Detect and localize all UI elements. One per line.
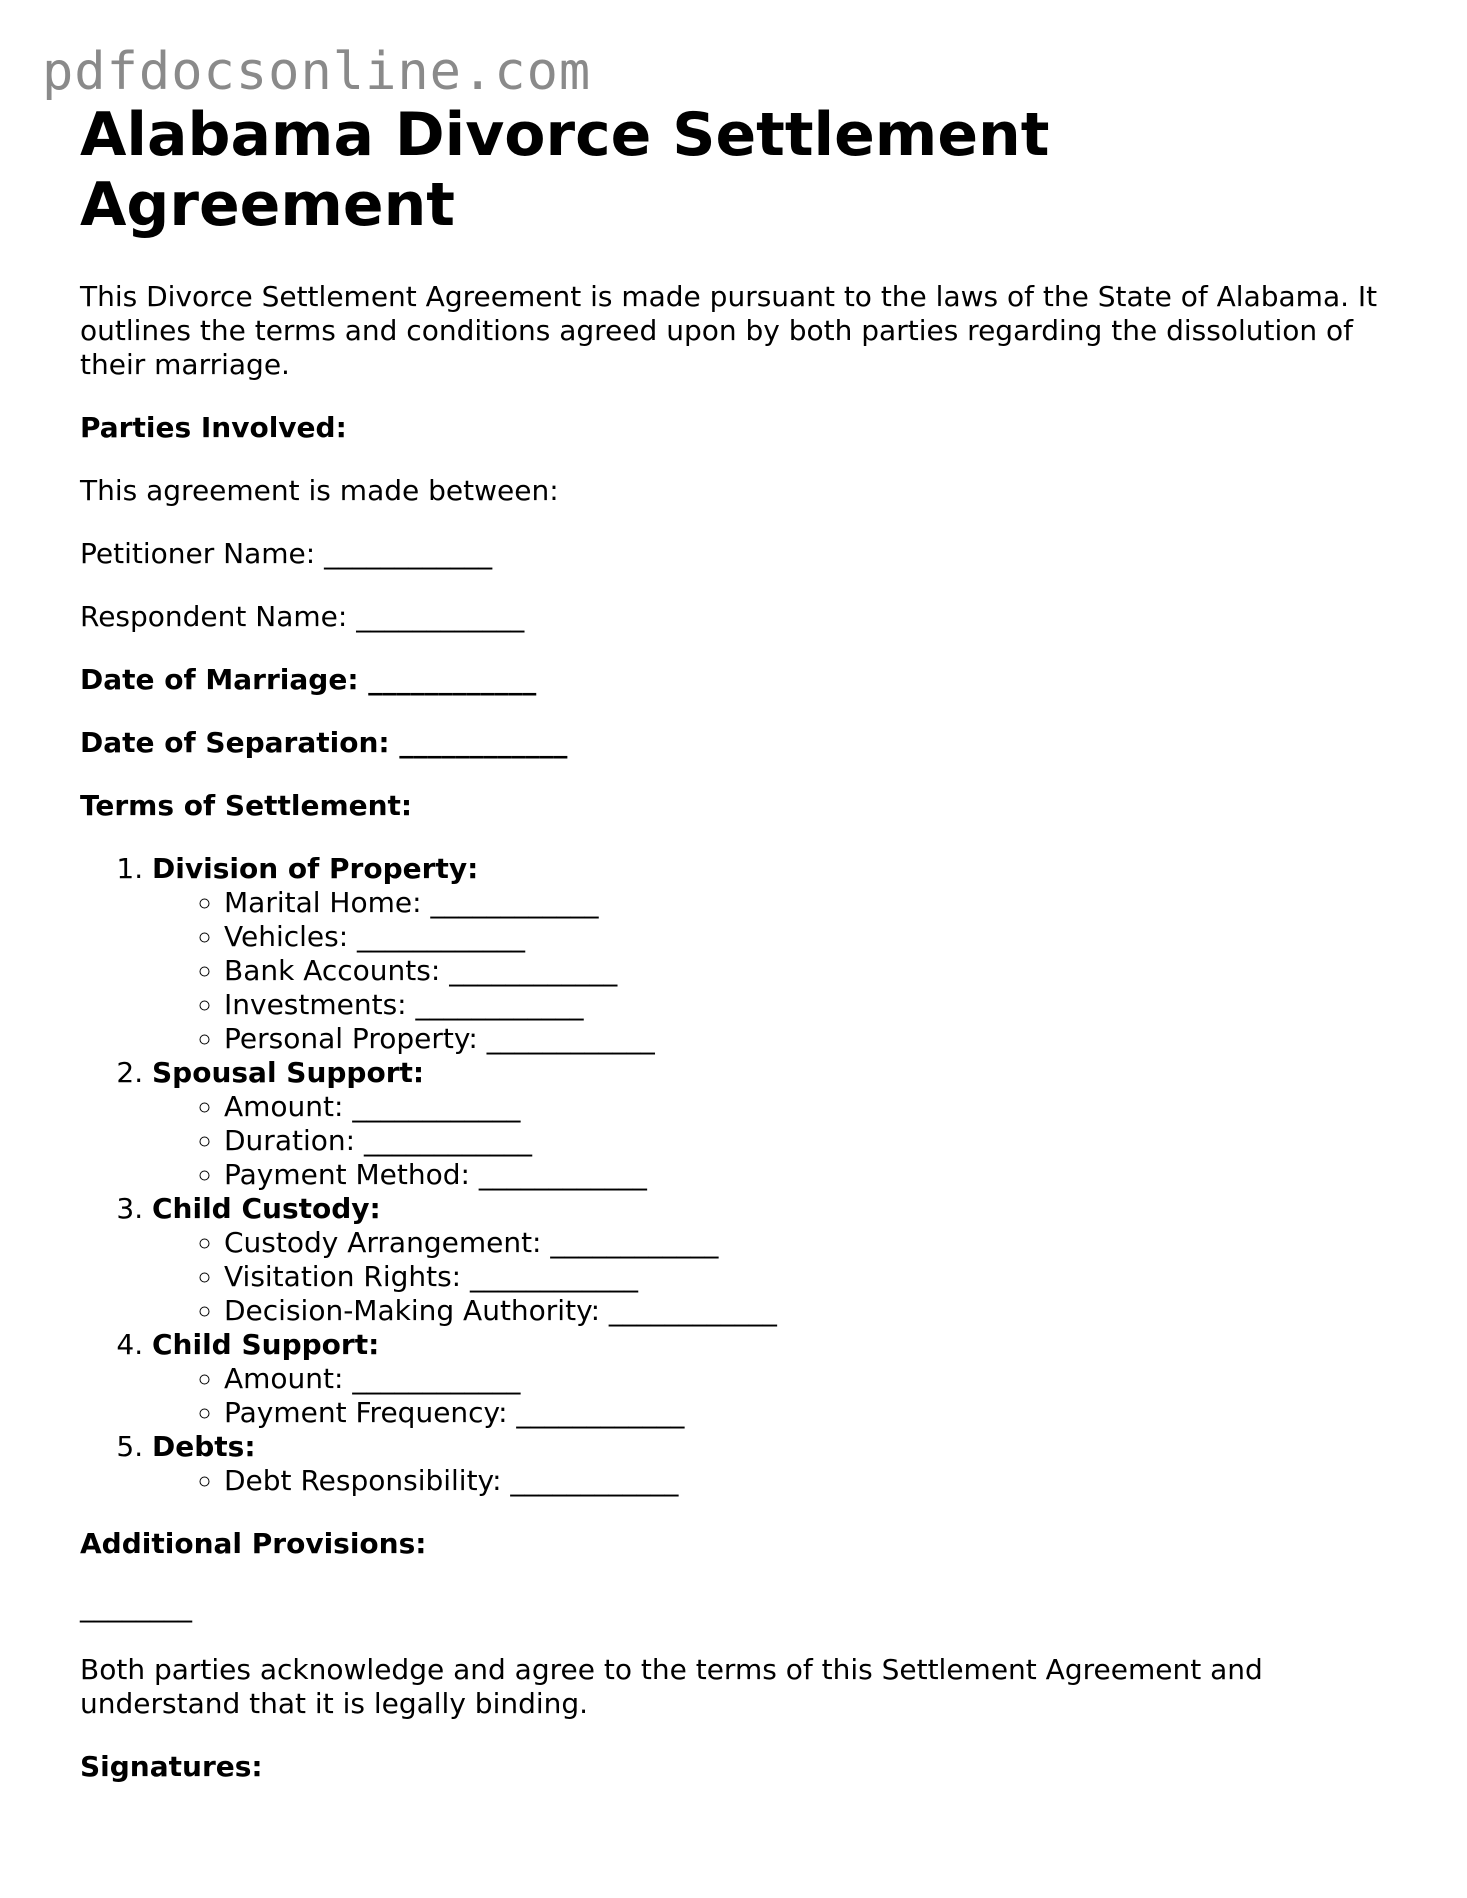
vehicles-field[interactable]: ◦ Vehicles: ____________ bbox=[224, 920, 1420, 954]
debt-responsibility-field[interactable]: ◦ Debt Responsibility: ____________ bbox=[224, 1464, 1420, 1498]
terms-list bbox=[80, 852, 1420, 1498]
document-title: Alabama Divorce Settlement Agreement bbox=[80, 100, 1050, 240]
spousal-duration-field[interactable]: ◦ Duration: ____________ bbox=[224, 1124, 1420, 1158]
watermark-logo: pdfdocsonline.com bbox=[42, 42, 592, 102]
term-label: Child Custody: bbox=[152, 1192, 381, 1225]
bank-accounts-field[interactable]: ◦ Bank Accounts: ____________ bbox=[224, 954, 1420, 988]
term-label: Spousal Support: bbox=[152, 1056, 425, 1089]
payment-frequency-field[interactable]: ◦ Payment Frequency: ____________ bbox=[224, 1396, 1420, 1430]
term-sublist bbox=[152, 1362, 1420, 1430]
child-support-amount-field[interactable]: ◦ Amount: ____________ bbox=[224, 1362, 1420, 1396]
signatures-heading: Signatures: bbox=[80, 1750, 263, 1783]
term-label: Division of Property: bbox=[152, 852, 479, 885]
terms-heading: Terms of Settlement: bbox=[80, 789, 413, 822]
personal-property-field[interactable]: ◦ Personal Property: ____________ bbox=[224, 1022, 1420, 1056]
date-of-marriage-field[interactable]: Date of Marriage: ____________ bbox=[80, 663, 537, 696]
term-item-division-of-property bbox=[152, 852, 1420, 1056]
spousal-amount-field[interactable]: ◦ Amount: ____________ bbox=[224, 1090, 1420, 1124]
date-of-separation-field[interactable]: Date of Separation: ____________ bbox=[80, 726, 568, 759]
term-label: Child Support: bbox=[152, 1328, 380, 1361]
visitation-rights-field[interactable]: ◦ Visitation Rights: ____________ bbox=[224, 1260, 1420, 1294]
term-item-child-custody bbox=[152, 1192, 1420, 1328]
petitioner-name-field[interactable]: Petitioner Name: ____________ bbox=[80, 537, 493, 570]
decision-making-authority-field[interactable]: ◦ Decision-Making Authority: ____________ bbox=[224, 1294, 1420, 1328]
parties-lead: This agreement is made between: bbox=[80, 474, 559, 507]
investments-field[interactable]: ◦ Investments: ____________ bbox=[224, 988, 1420, 1022]
additional-provisions-heading: Additional Provisions: bbox=[80, 1527, 427, 1560]
marital-home-field[interactable]: ◦ Marital Home: ____________ bbox=[224, 886, 1420, 920]
term-item-debts bbox=[152, 1430, 1420, 1498]
respondent-name-field[interactable]: Respondent Name: ____________ bbox=[80, 600, 525, 633]
additional-provisions-field[interactable]: ________ bbox=[80, 1590, 192, 1623]
term-sublist bbox=[152, 1464, 1420, 1498]
term-sublist bbox=[152, 1226, 1420, 1328]
term-sublist bbox=[152, 886, 1420, 1056]
document-page bbox=[80, 100, 1420, 1784]
term-sublist bbox=[152, 1090, 1420, 1192]
term-label: Debts: bbox=[152, 1430, 256, 1463]
parties-heading: Parties Involved: bbox=[80, 411, 347, 444]
payment-method-field[interactable]: ◦ Payment Method: ____________ bbox=[224, 1158, 1420, 1192]
intro-paragraph: This Divorce Settlement Agreement is made pursuant to the laws of the State of Alabama. It outlines the terms and conditions agreed upon by both parties regarding the dissolution of their marriage. bbox=[80, 280, 1378, 381]
term-item-child-support bbox=[152, 1328, 1420, 1430]
acknowledgement-paragraph: Both parties acknowledge and agree to the terms of this Settlement Agreement and understand that it is legally binding. bbox=[80, 1653, 1263, 1720]
custody-arrangement-field[interactable]: ◦ Custody Arrangement: ____________ bbox=[224, 1226, 1420, 1260]
term-item-spousal-support bbox=[152, 1056, 1420, 1192]
